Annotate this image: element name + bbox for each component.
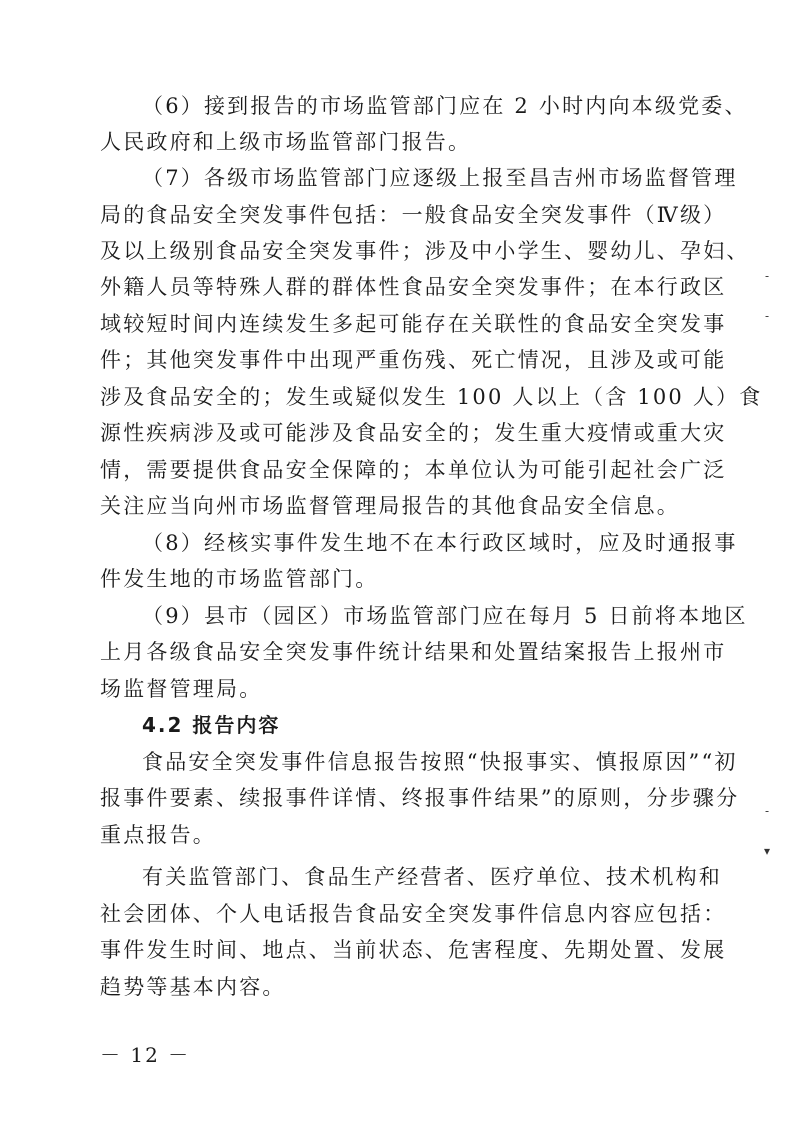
text-line: 报事件要素、续报事件详情、终报事件结果”的原则，分步骤分 xyxy=(100,786,740,810)
text-line: 人民政府和上级市场监管部门报告。 xyxy=(100,130,472,154)
text-line: （9）县市（园区）市场监管部门应在每月 5 日前将本地区 xyxy=(142,604,748,628)
text-line: 社会团体、个人电话报告食品安全突发事件信息内容应包括： xyxy=(100,902,727,926)
text-line: 局的食品安全突发事件包括：一般食品安全突发事件（Ⅳ级） xyxy=(100,203,727,227)
text-line: 趋势等基本内容。 xyxy=(100,975,286,999)
text-line: 及以上级别食品安全突发事件；涉及中小学生、婴幼儿、孕妇、 xyxy=(100,239,750,263)
text-line: 关注应当向州市场监督管理局报告的其他食品安全信息。 xyxy=(100,494,680,518)
margin-mark: ▾ xyxy=(764,844,771,858)
section-heading: 4.2 报告内容 xyxy=(142,713,281,737)
text-line: 源性疾病涉及或可能涉及食品安全的；发生重大疫情或重大灾 xyxy=(100,421,727,445)
text-line: （7）各级市场监管部门应逐级上报至昌吉州市场监督管理 xyxy=(142,166,738,190)
text-line: 重点报告。 xyxy=(100,823,216,847)
text-line: （8）经核实事件发生地不在本行政区域时，应及时通报事 xyxy=(142,531,738,555)
text-line: 食品安全突发事件信息报告按照“快报事实、慎报原因”“初 xyxy=(142,750,738,774)
margin-mark: - xyxy=(765,309,770,323)
text-line: 情，需要提供食品安全保障的；本单位认为可能引起社会广泛 xyxy=(100,458,727,482)
text-line: 有关监管部门、食品生产经营者、医疗单位、技术机构和 xyxy=(142,865,722,889)
page-number: － 12 － xyxy=(100,1043,191,1067)
text-line: 涉及食品安全的；发生或疑似发生 100 人以上（含 100 人）食 xyxy=(100,385,763,409)
text-line: 件；其他突发事件中出现严重伤残、死亡情况，且涉及或可能 xyxy=(100,348,727,372)
text-line: 事件发生时间、地点、当前状态、危害程度、先期处置、发展 xyxy=(100,938,727,962)
text-line: 外籍人员等特殊人群的群体性食品安全突发事件；在本行政区 xyxy=(100,275,727,299)
text-line: 上月各级食品安全突发事件统计结果和处置结案报告上报州市 xyxy=(100,640,727,664)
text-line: （6）接到报告的市场监管部门应在 2 小时内向本级党委、 xyxy=(142,94,748,118)
text-line: 域较短时间内连续发生多起可能存在关联性的食品安全突发事 xyxy=(100,312,727,336)
margin-mark: - xyxy=(765,804,770,818)
text-line: 件发生地的市场监管部门。 xyxy=(100,567,379,591)
margin-mark: - xyxy=(765,269,770,283)
text-line: 场监督管理局。 xyxy=(100,677,263,701)
